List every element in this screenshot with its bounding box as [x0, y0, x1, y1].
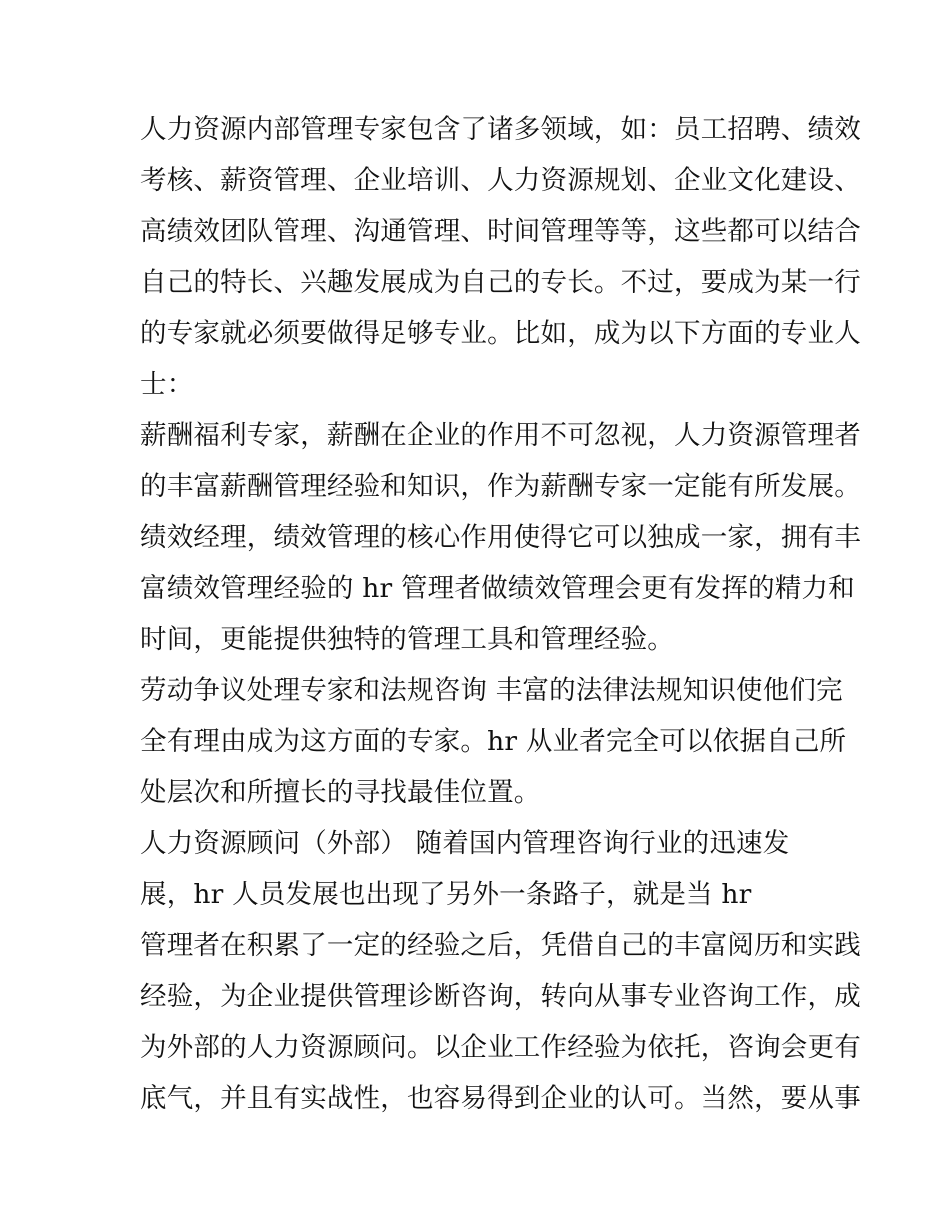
text-line: 富绩效管理经验的 hr 管理者做绩效管理会更有发挥的精力和 — [140, 573, 855, 604]
text-line: 的丰富薪酬管理经验和知识，作为薪酬专家一定能有所发展。 — [140, 471, 861, 502]
text-line: 全有理由成为这方面的专家。hr 从业者完全可以依据自己所 — [140, 726, 847, 757]
text-line: 管理者在积累了一定的经验之后，凭借自己的丰富阅历和实践 — [140, 930, 861, 961]
text-line: 底气，并且有实战性，也容易得到企业的认可。当然，要从事 — [140, 1083, 861, 1114]
text-line: 薪酬福利专家，薪酬在企业的作用不可忽视，人力资源管理者 — [140, 420, 861, 451]
text-line: 为外部的人力资源顾问。以企业工作经验为依托，咨询会更有 — [140, 1032, 861, 1063]
text-line: 经验，为企业提供管理诊断咨询，转向从事专业咨询工作，成 — [140, 981, 861, 1012]
text-line: 人力资源顾问（外部） 随着国内管理咨询行业的迅速发 — [140, 828, 790, 859]
text-line: 劳动争议处理专家和法规咨询 丰富的法律法规知识使他们完 — [140, 675, 843, 706]
text-line: 自己的特长、兴趣发展成为自己的专长。不过，要成为某一行 — [140, 267, 861, 298]
document-body — [140, 108, 861, 1128]
text-line: 时间，更能提供独特的管理工具和管理经验。 — [140, 624, 674, 655]
text-line: 绩效经理，绩效管理的核心作用使得它可以独成一家，拥有丰 — [140, 522, 861, 553]
text-line: 展，hr 人员发展也出现了另外一条路子，就是当 hr — [140, 879, 752, 910]
text-line: 人力资源内部管理专家包含了诸多领域，如：员工招聘、绩效 — [140, 114, 861, 145]
text-line: 高绩效团队管理、沟通管理、时间管理等等，这些都可以结合 — [140, 216, 861, 247]
text-line: 考核、薪资管理、企业培训、人力资源规划、企业文化建设、 — [140, 165, 861, 196]
text-line: 的专家就必须要做得足够专业。比如，成为以下方面的专业人 — [140, 318, 861, 349]
text-line: 士： — [140, 369, 194, 400]
text-line: 处层次和所擅长的寻找最佳位置。 — [140, 777, 541, 808]
